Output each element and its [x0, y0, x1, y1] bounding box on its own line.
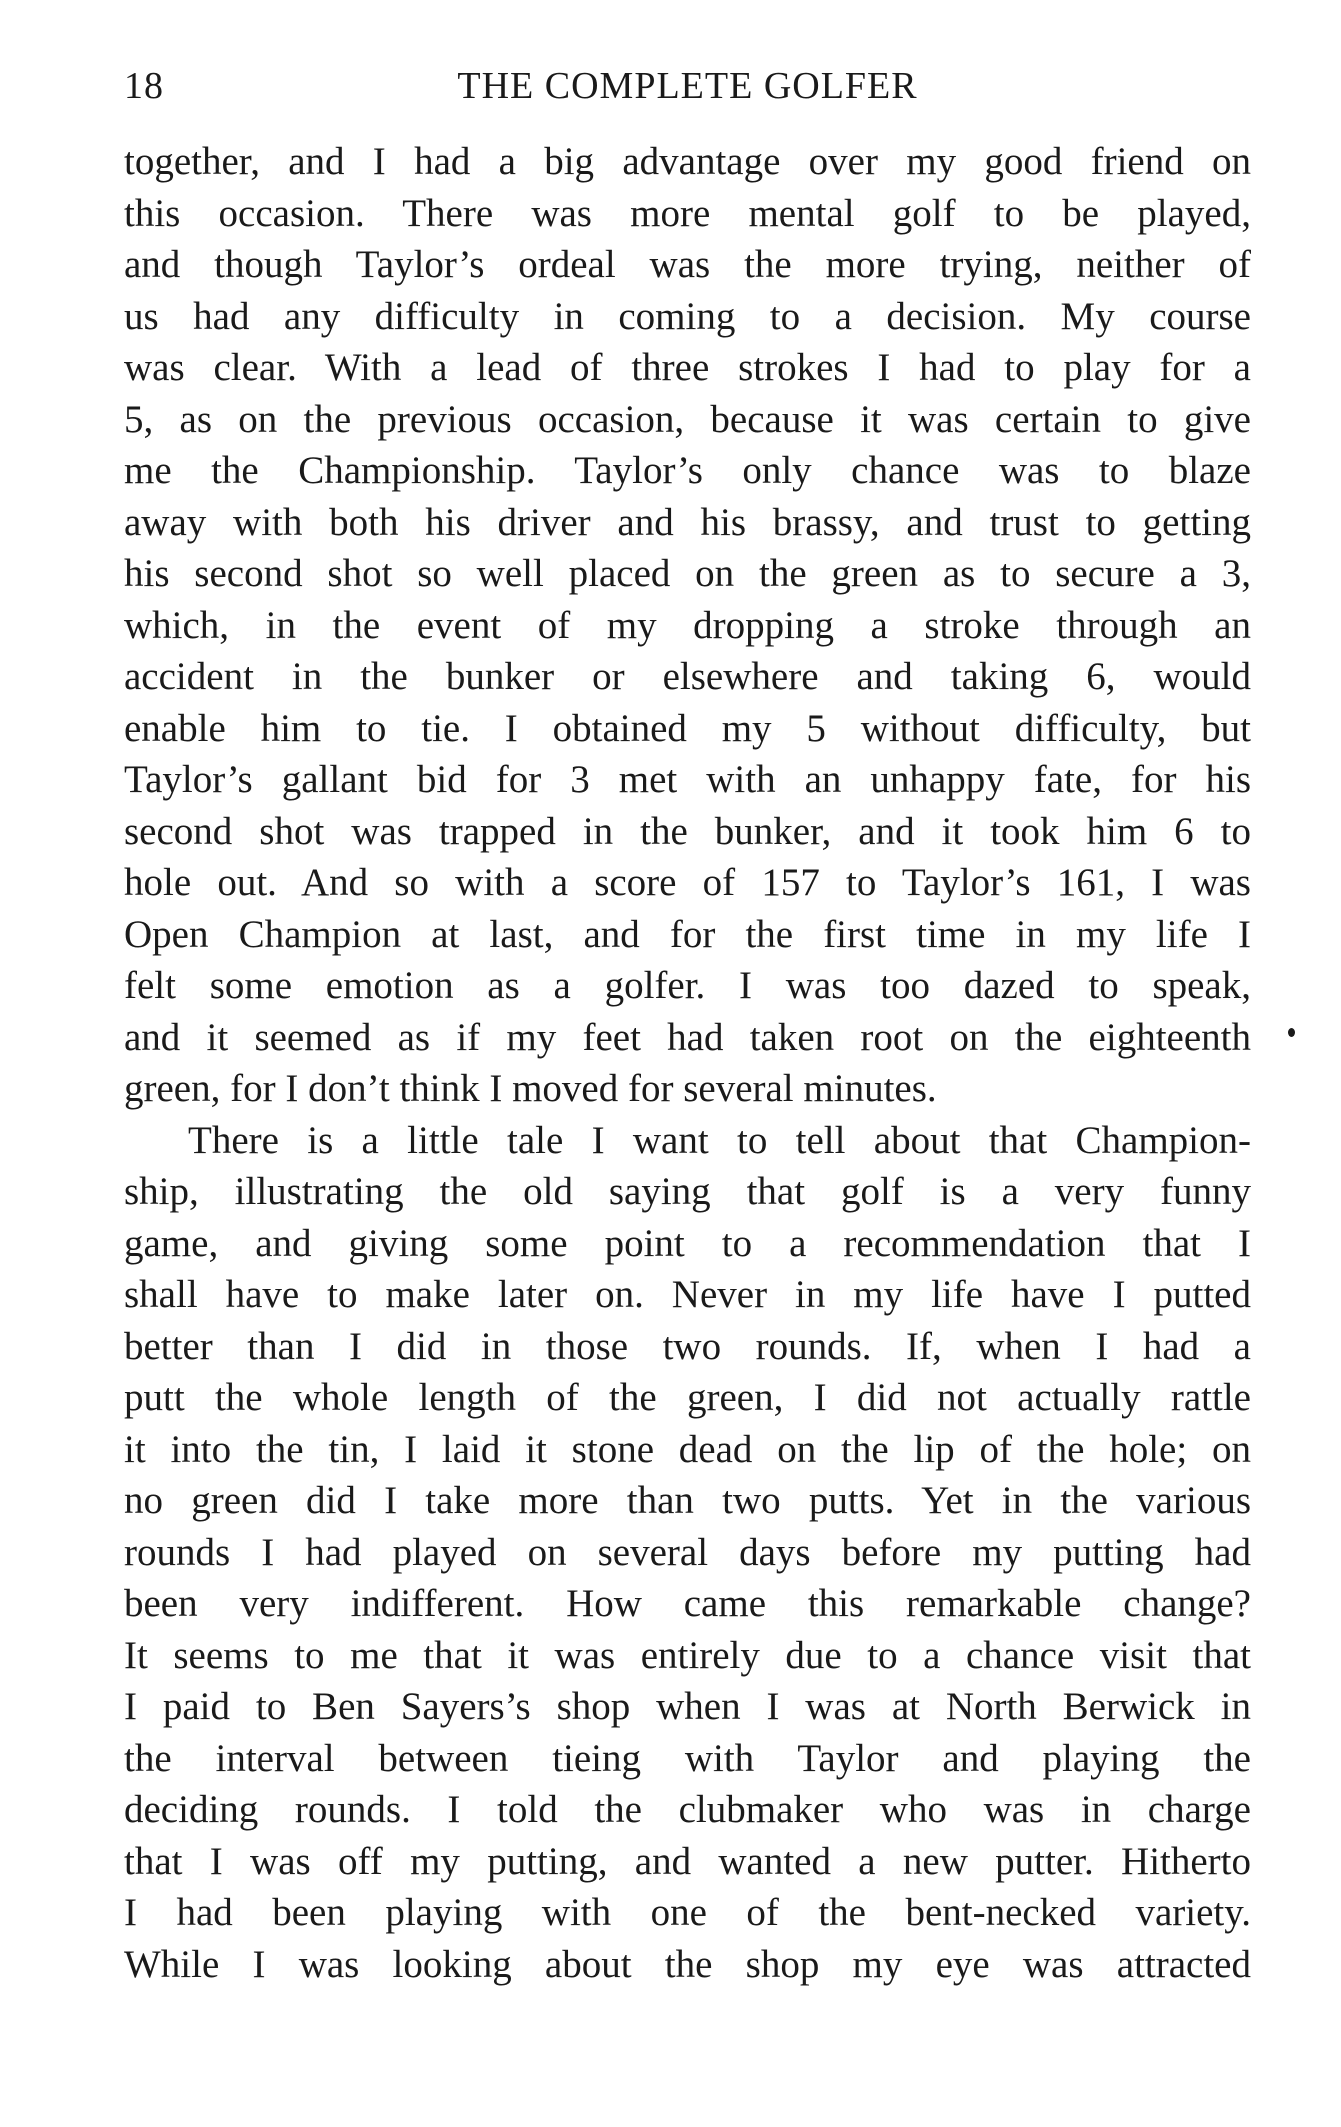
paragraph-2: [124, 1115, 1251, 1991]
text-line: me the Championship. Taylor’s only chance was to blaze: [124, 449, 1251, 492]
text-line: Open Champion at last, and for the first time in my life I: [124, 912, 1251, 956]
text-line: rounds I had played on several days before my putting had: [124, 1530, 1251, 1574]
page-header: [124, 64, 1251, 124]
text-line: us had any difficulty in coming to a decision. My course: [124, 294, 1251, 338]
text-line: together, and I had a big advantage over my good friend on: [124, 140, 1251, 183]
text-line: that I was off my putting, and wanted a new putter. Hitherto: [124, 1839, 1251, 1883]
text-line: game, and giving some point to a recommendation that I: [124, 1221, 1251, 1265]
text-line: green, for I don’t think I moved for several minutes.: [124, 1067, 937, 1110]
text-line: I had been playing with one of the bent-necked variety.: [124, 1891, 1251, 1934]
text-line: it into the tin, I laid it stone dead on the lip of the hole; on: [124, 1427, 1251, 1471]
text-line: There is a little tale I want to tell about that Champion-: [188, 1118, 1251, 1162]
text-line: shall have to make later on. Never in my life have I putted: [124, 1273, 1251, 1316]
text-line: While I was looking about the shop my eye was attracted: [124, 1942, 1251, 1986]
running-title: THE COMPLETE GOLFER: [457, 65, 918, 107]
margin-dot: [1288, 1028, 1295, 1037]
text-line: was clear. With a lead of three strokes I had to play for a: [124, 346, 1251, 389]
text-line: the interval between tieing with Taylor and playing the: [124, 1736, 1251, 1780]
text-line: accident in the bunker or elsewhere and taking 6, would: [124, 655, 1251, 698]
text-line: which, in the event of my dropping a stroke through an: [124, 603, 1251, 647]
text-line: It seems to me that it was entirely due to a chance visit that: [124, 1633, 1251, 1677]
text-line: putt the whole length of the green, I did not actually rattle: [124, 1376, 1251, 1419]
text-line: his second shot so well placed on the green as to secure a 3,: [124, 552, 1251, 595]
text-line: this occasion. There was more mental golf to be played,: [124, 191, 1251, 235]
text-line: better than I did in those two rounds. If, when I had a: [124, 1324, 1251, 1368]
text-line: and it seemed as if my feet had taken root on the eighteenth: [124, 1015, 1251, 1059]
page-number: 18: [124, 65, 164, 107]
text-line: and though Taylor’s ordeal was the more trying, neither of: [124, 243, 1251, 286]
text-line: away with both his driver and his brassy, and trust to getting: [124, 500, 1251, 544]
text-line: no green did I take more than two putts. Yet in the various: [124, 1479, 1251, 1522]
text-line: been very indifferent. How came this remarkable change?: [124, 1582, 1251, 1625]
text-line: second shot was trapped in the bunker, and it took him 6 to: [124, 809, 1251, 853]
text-line: felt some emotion as a golfer. I was too dazed to speak,: [124, 964, 1251, 1007]
text-line: deciding rounds. I told the clubmaker who was in charge: [124, 1788, 1251, 1831]
body-text: [124, 136, 1251, 1990]
paragraph-1: [124, 136, 1251, 1115]
text-line: 5, as on the previous occasion, because it was certain to give: [124, 397, 1251, 441]
text-line: ship, illustrating the old saying that golf is a very funny: [124, 1170, 1251, 1213]
text-line: I paid to Ben Sayers’s shop when I was at North Berwick in: [124, 1685, 1251, 1728]
text-line: hole out. And so with a score of 157 to Taylor’s 161, I was: [124, 861, 1251, 904]
text-line: Taylor’s gallant bid for 3 met with an unhappy fate, for his: [124, 758, 1251, 801]
text-line: enable him to tie. I obtained my 5 without difficulty, but: [124, 706, 1251, 750]
